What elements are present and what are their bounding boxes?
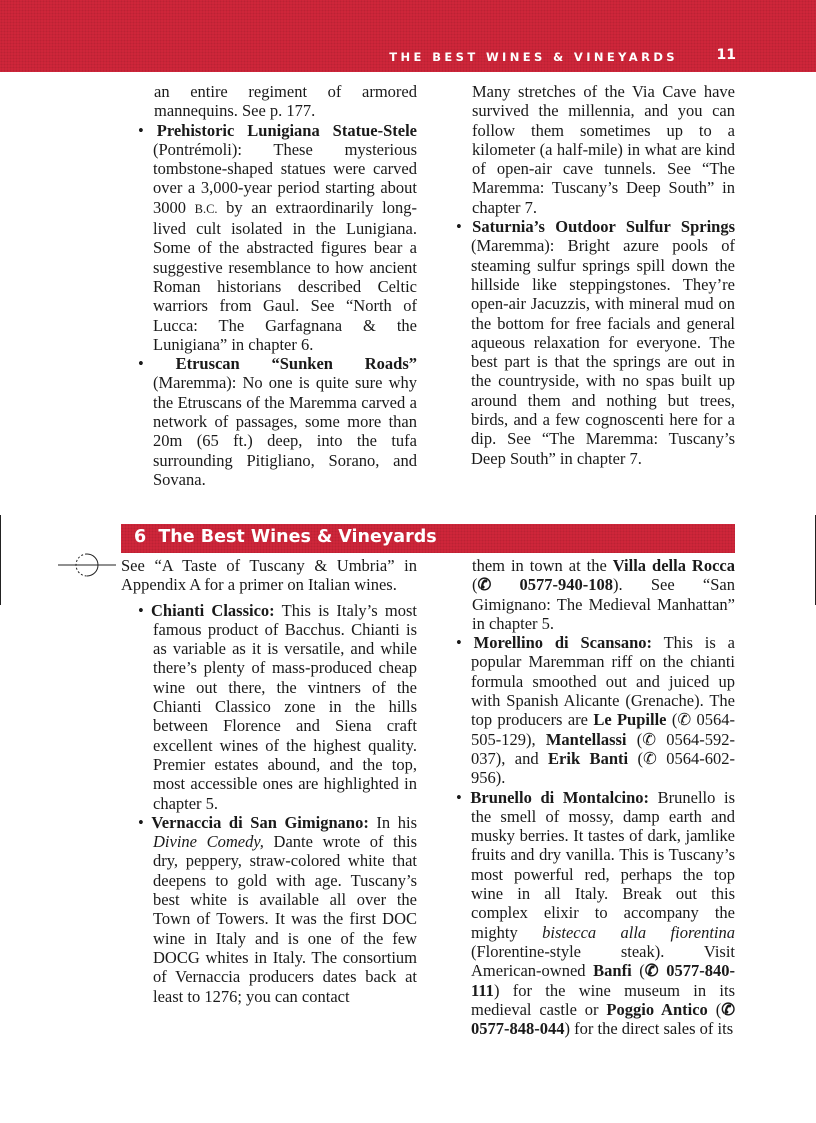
- column-bottom-left: [121, 556, 417, 1006]
- phone-icon: ✆: [644, 961, 659, 981]
- column-top-right: [456, 82, 735, 468]
- item-title: Brunello di Montalcino:: [470, 787, 649, 807]
- item-title: Etruscan “Sunken Roads”: [175, 354, 418, 374]
- list-item-brunello: • Brunello di Montalcino: Brunello is the smell of mossy, damp earth and musky berries. It tastes of dark, jamlike fruits and dry vanilla. This is Tuscany’s most powerful red, perhaps the top wine in all Italy. Break out this complex elixir to accompany the mighty bistecca alla fiorentina (Florentine-style steak). Visit American-owned Banfi (✆ 0577-840-111) for the wine museum in its medieval castle or Poggio Antico (✆ 0577-848-044) for the direct sales of its: [456, 787, 736, 1039]
- section-intro: See “A Taste of Tuscany & Umbria” in Appendix A for a primer on Italian wines.: [121, 556, 417, 595]
- list-item-saturnia: • Saturnia’s Outdoor Sulfur Springs (Maremma): Bright azure pools of steaming sulfur springs spill down the hillside like steppingstones. They’re open-air Jacuzzis, with mineral mud on the bottom for free facials and general aqueous relaxation for everyone. The best part is that the springs are out in the countryside, with no spas built up around them and nothing but trees, birds, and a few cognoscenti here for a dip. See “The Maremma: Tuscany’s Deep South” in chapter 7.: [456, 217, 736, 468]
- item-title: Morellino di Scansano:: [473, 633, 653, 653]
- list-item-lunigiana: • Prehistoric Lunigiana Statue-Stele (Pontrémoli): These mysterious tombstone-shaped statues were carved over a 3,000-year period starting about 3000 B.C. by an extraordinarily long-lived cult isolated in the Lunigiana. Some of the abstracted figures bear a suggestive resemblance to how ancient Roman historians described Celtic warriors from Gaul. See “North of Lucca: The Garfagnana & the Lunigiana” in chapter 6.: [138, 120, 417, 354]
- continued-paragraph: Many stretches of the Via Cave have survived the millennia, and you can follow them sometimes up to a kilometer (a half-mile) in what are kind of open-air cave tunnels. See “The Maremma: Tuscany’s Deep South” in chapter 7.: [472, 82, 735, 217]
- phone-icon: ✆: [643, 748, 657, 768]
- item-title: Chianti Classico:: [151, 600, 275, 620]
- page-number: 11: [716, 47, 736, 63]
- section-title: 6 The Best Wines & Vineyards: [134, 527, 437, 547]
- dish-name: bistecca alla fiorentina: [542, 922, 735, 942]
- item-title: Prehistoric Lunigiana Statue-Stele: [156, 120, 417, 140]
- list-item-chianti: • Chianti Classico: This is Italy’s most famous product of Bacchus. Chianti is as variable as it is versatile, and while there’s plenty of mass-produced cheap wine out there, the vintners of the Chianti Classico zone in the hills between Florence and Siena craft excellent wines of the highest quality. Premier estates abound, and the top, most accessible ones are highlighted in chapter 5.: [138, 600, 417, 813]
- work-title: Divine Comedy,: [153, 832, 264, 852]
- phone-icon: ✆: [721, 999, 736, 1019]
- continued-paragraph: them in town at the Villa della Rocca (✆ 0577-940-108). See “San Gimignano: The Medieval Manhattan” in chapter 5.: [472, 556, 735, 633]
- column-top-left: [138, 82, 417, 489]
- page-header: [0, 0, 816, 72]
- phone-icon: ✆: [477, 575, 492, 595]
- list-item-etruscan-roads: • Etruscan “Sunken Roads” (Maremma): No one is quite sure why the Etruscans of the Maremma carved a network of passages, some more than 20m (65 ft.) deep, into the tufa surrounding Pitigliano, Sorano, and Sovana.: [138, 354, 418, 489]
- registration-mark-icon: [58, 552, 116, 578]
- item-title: Saturnia’s Outdoor Sulfur Springs: [472, 217, 736, 237]
- continued-paragraph: an entire regiment of armored mannequins. See p. 177.: [154, 82, 417, 121]
- running-head: THE BEST WINES & VINEYARDS: [389, 50, 678, 64]
- section-heading-bar: [121, 524, 735, 553]
- list-item-morellino: • Morellino di Scansano: This is a popular Maremman riff on the chianti formula smoothed out and juiced up with Spanish Alicante (Grenache). The top producers are Le Pupille (✆ 0564-505-129), Mantellassi (✆ 0564-592-037), and Erik Banti (✆ 0564-602-956).: [456, 633, 736, 788]
- list-item-vernaccia: • Vernaccia di San Gimignano: In his Divine Comedy, Dante wrote of this dry, peppery, straw-colored white that deepens to gold with age. Tuscany’s best white is available all over the Town of Towers. It was the first DOC wine in Italy and is one of the few DOCG whites in Italy. The consortium of Vernaccia producers dates back at least to 1276; you can contact: [138, 812, 418, 1006]
- column-bottom-right: [456, 556, 735, 1038]
- crop-mark-left: [0, 515, 1, 605]
- phone-icon: ✆: [642, 729, 657, 749]
- item-title: Vernaccia di San Gimignano:: [151, 812, 369, 832]
- phone-icon: ✆: [677, 710, 692, 730]
